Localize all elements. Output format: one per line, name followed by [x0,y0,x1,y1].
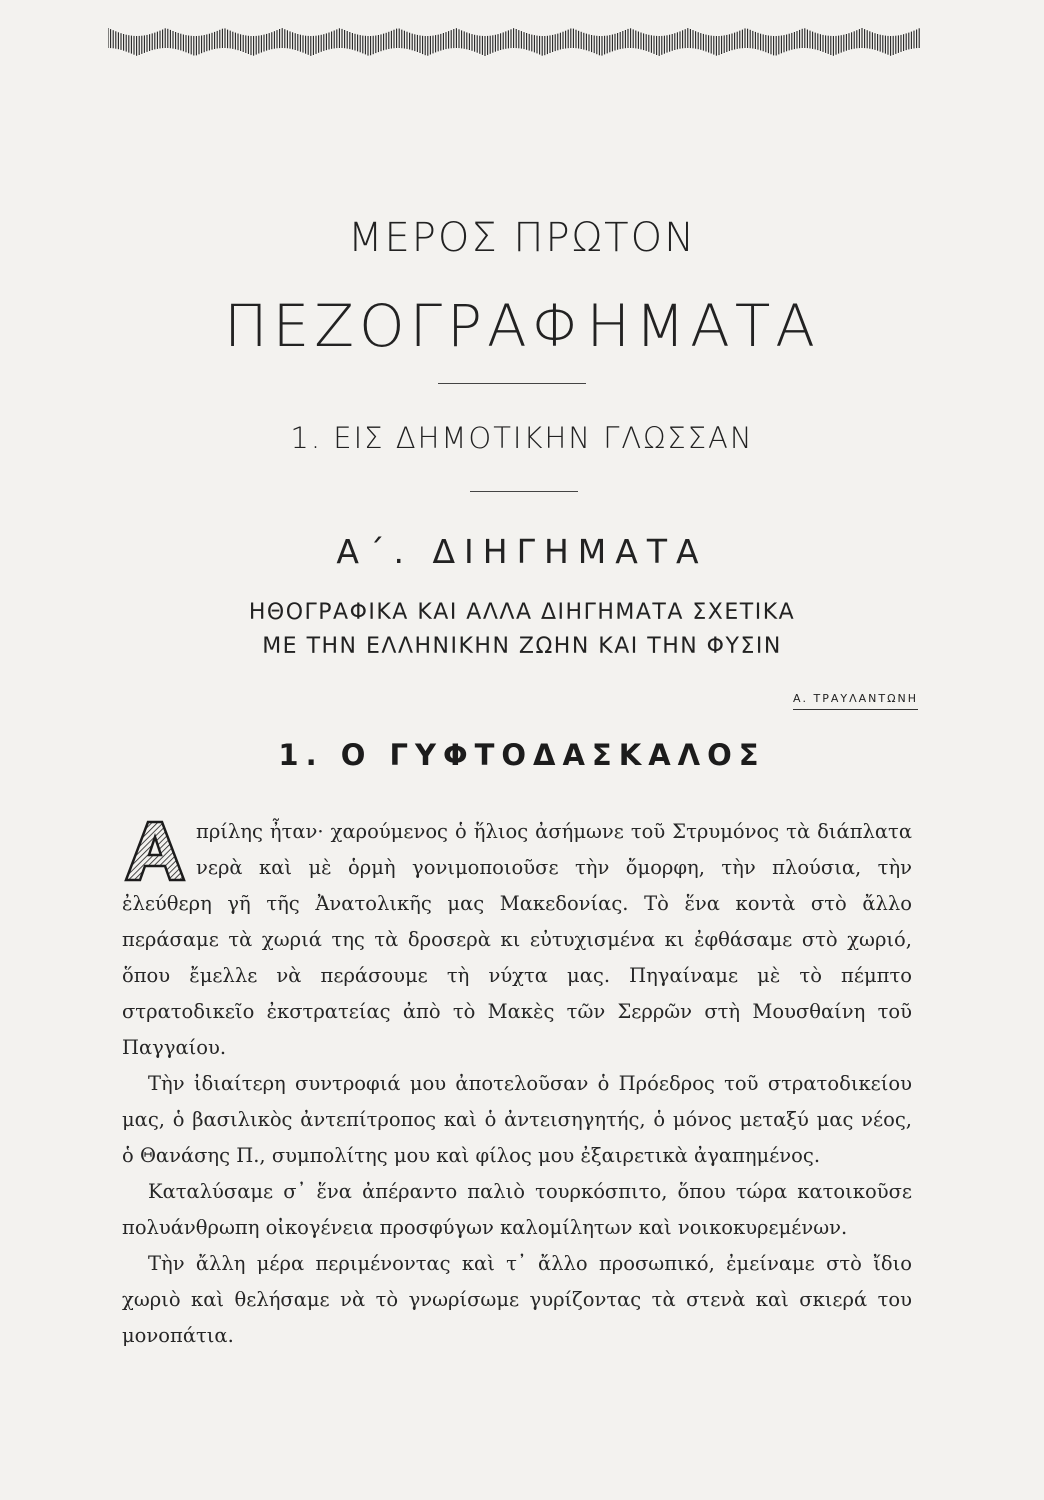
paragraph: Καταλύσαμε σ᾽ ἕνα ἀπέραντο παλιὸ τουρκόσπιτο, ὅπου τώρα κατοικοῦσε πολυάνθρωπη οἰκογένεια προσφύγων καλομίλητων καὶ νοικοκυρεμένων. [122,1180,912,1239]
divider-line [470,491,578,492]
volume-title: ΠΕΖΟΓΡΑΦΗΜΑΤΑ [224,292,820,360]
subtitle-line: ΜΕ ΤΗΝ ΕΛΛΗΝΙΚΗΝ ΖΩΗΝ ΚΑΙ ΤΗΝ ΦΥΣΙΝ [262,634,782,659]
subtitle-line: ΗΘΟΓΡΑΦΙΚΑ ΚΑΙ ΑΛΛΑ ΔΙΗΓΗΜΑΤΑ ΣΧΕΤΙΚΑ [248,600,796,625]
author-name: Α. ΤΡΑΥΛΑΝΤΩΝΗ [793,692,918,710]
decorative-border [108,22,920,62]
part-heading: ΜΕΡΟΣ ΠΡΩΤΟΝ [348,215,696,261]
section-heading: 1. ΕΙΣ ΔΗΜΟΤΙΚΗΝ ΓΛΩΣΣΑΝ [290,421,754,455]
paragraph [122,814,912,1066]
story-title: 1. Ο ΓΥΦΤΟΔΑΣΚΑΛΟΣ [278,738,766,772]
subtitle [0,596,1044,664]
divider-line [438,383,586,384]
paragraph-text: πρίλης ἦταν· χαρούμενος ὁ ἥλιος ἀσήμωνε τοῦ Στρυμόνος τὰ διάπλατα νερὰ καὶ μὲ ὁρμὴ γονιμοποιοῦσε τὴν ὄμορφη, τὴν πλούσια, τὴν ἐλεύθερη γῆ τῆς Ἀνατολικῆς μας Μακεδονίας. Τὸ ἕνα κοντὰ στὸ ἄλλο περάσαμε τὰ χωριά της τὰ δροσερὰ κι εὐτυχισμένα κι ἐφθάσαμε στὸ χωριό, ὅπου ἔμελλε νὰ περάσουμε τὴ νύχτα μας. Πηγαίναμε μὲ τὸ πέμπτο στρατοδικεῖο ἐκστρατείας ἀπὸ τὸ Μακὲς τῶν Σερρῶν στὴ Μουσθαίνη τοῦ Παγγαίου. [122,820,912,1059]
paragraph: Τὴν ἄλλη μέρα περιμένοντας καὶ τ᾽ ἄλλο προσωπικό, ἐμείναμε στὸ ἴδιο χωριὸ καὶ θελήσαμε νὰ τὸ γνωρίσωμε γυρίζοντας τὰ στενὰ καὶ σκιερά του μονοπάτια. [122,1252,912,1347]
subsection-heading: Α΄. ΔΙΗΓΗΜΑΤΑ [336,532,708,571]
drop-cap-letter [122,818,188,882]
paragraph: Τὴν ἰδιαίτερη συντροφιά μου ἀποτελοῦσαν ὁ Πρόεδρος τοῦ στρατοδικείου μας, ὁ βασιλικὸς ἀντεπίτροπος καὶ ὁ ἀντεισηγητής, ὁ μόνος μεταξύ μας νέος, ὁ Θανάσης Π., συμπολίτης μου καὶ φίλος μου ἐξαιρετικὰ ἀγαπημένος. [122,1072,912,1167]
story-body [122,814,912,1354]
